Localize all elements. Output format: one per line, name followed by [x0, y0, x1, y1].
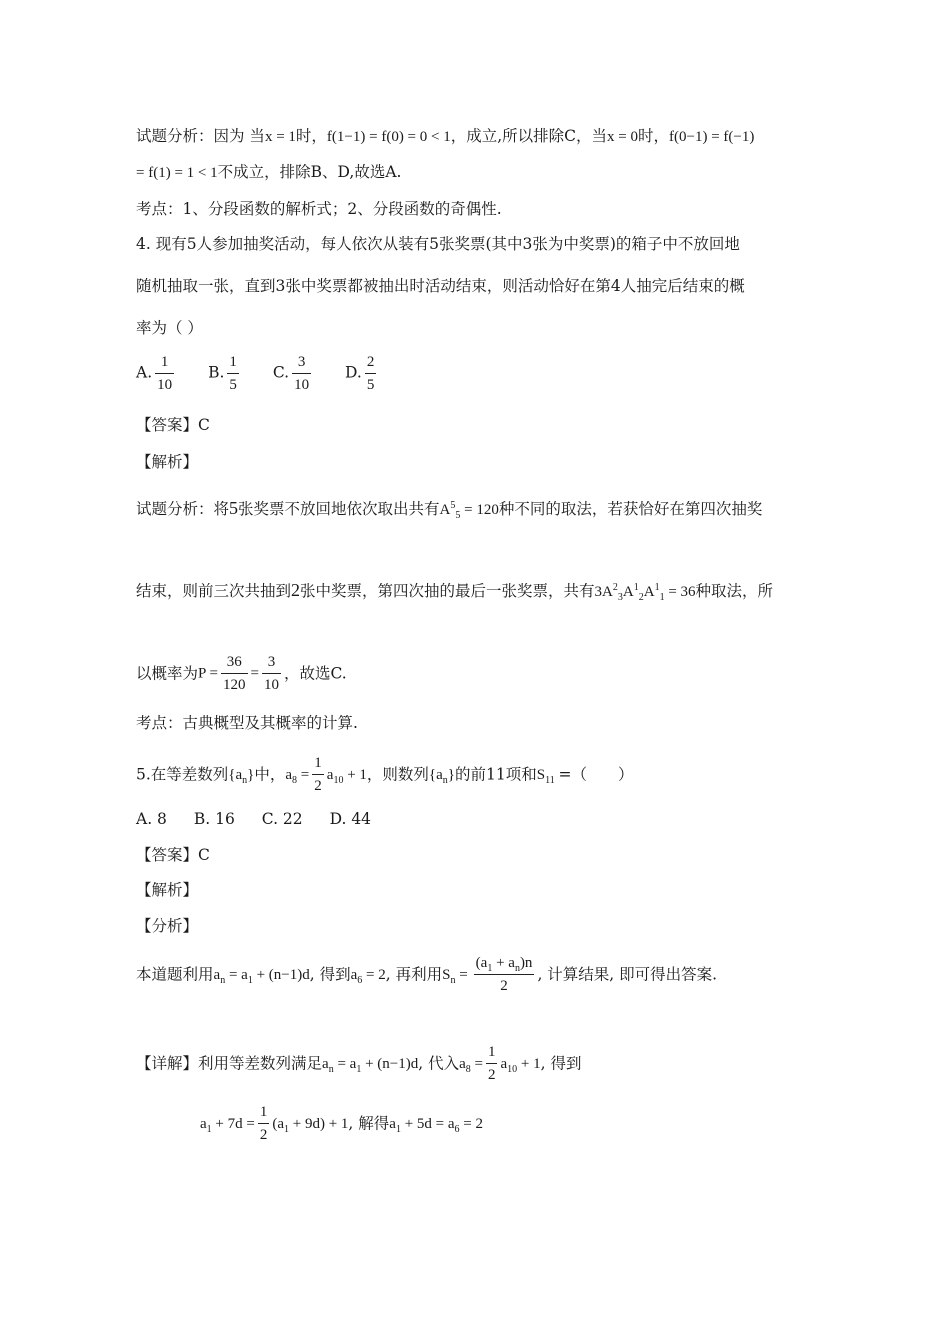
math: x = 0	[607, 129, 638, 145]
q4-jiexi: 【解析】	[136, 453, 199, 471]
q4-answer: 【答案】C	[136, 416, 210, 434]
q4-line-3: 率为（ ）	[136, 319, 203, 337]
q5-fenxi-body: 本道题利用$a_n = a_1 + (n-1)d$, 得到$a_6 = 2$, 再利用$S_n$ = $\frac{(a_1 + a_n)n}{2}$ , 计算结果, 即可得出答案.	[136, 955, 718, 994]
q4-option-b: B. $\frac{1}{5}$	[208, 354, 237, 393]
text: 时，	[638, 127, 670, 145]
q5-option-a: A. 8	[136, 810, 167, 828]
q5-stem: 5.在等差数列$\{a_n\}$中，$a_8$ = $\frac{1}{2}$ $a_{10} + 1$，则数列$\{a_n\}$的前11项和$S_{11}$ =（ ）	[136, 755, 634, 794]
q4-analysis-3: 以概率为P = $\frac{36}{120}$ = $\frac{3}{10}$ ，故选C.	[136, 654, 347, 693]
q4-analysis-2: 结束，则前三次共抽到2张中奖票，第四次抽的最后一张奖票，共有$3A^2_3A^1_2A^1_1 = 36$种取法，所	[136, 580, 774, 603]
text: 试题分析：因为 当	[136, 127, 265, 145]
q4-line-2: 随机抽取一张，直到3张中奖票都被抽出时活动结束，则活动恰好在第4人抽完后结束的概	[136, 277, 745, 295]
kaodian-2: 考点：古典概型及其概率的计算.	[136, 714, 358, 732]
q5-option-d: D. 44	[329, 810, 372, 828]
q4-option-d: D. $\frac{2}{5}$	[345, 354, 375, 393]
q5-option-b: B. 16	[193, 810, 235, 828]
math: f(1−1) = f(0) = 0 < 1	[326, 129, 451, 145]
q5-fenxi: 【分析】	[136, 917, 199, 935]
q5-xiangjie-1: 【详解】利用等差数列满足$a_n = a_1 + (n-1)d$, 代入$a_8$ = $\frac{1}{2}$ $a_{10} + 1$, 得到	[136, 1044, 582, 1083]
analysis-line-2	[136, 162, 401, 183]
math: x = 1	[264, 129, 296, 145]
text: 不成立，排除B、D,故选A.	[217, 163, 402, 181]
q4-option-a: A. $\frac{1}{10}$	[136, 354, 173, 393]
math: = f(1) = 1 < 1	[136, 165, 218, 181]
kaodian-1: 考点：1、分段函数的解析式；2、分段函数的奇偶性.	[136, 200, 502, 218]
q4-option-c: C. $\frac{3}{10}$	[272, 354, 310, 393]
q5-jiexi: 【解析】	[136, 881, 199, 899]
q5-options	[136, 809, 397, 829]
q4-line-1: 4. 现有5人参加抽奖活动，每人依次从装有5张奖票(其中3张为中奖票)的箱子中不放回地	[136, 235, 740, 253]
math: f(0−1) = f(−1)	[669, 129, 755, 145]
analysis-line-1	[136, 126, 754, 147]
q5-answer: 【答案】C	[136, 846, 210, 864]
q5-xiangjie-2: $a_1 + 7d$ = $\frac{1}{2}$ $(a_1 + 9d) + 1$, 解得$a_1 + 5d = a_6 = 2$	[200, 1104, 483, 1143]
q4-analysis-1: 试题分析：将5张奖票不放回地依次取出共有$A^5_5 = 120$种不同的取法，若获恰好在第四次抽奖	[136, 498, 763, 521]
text: 时，	[295, 127, 327, 145]
q4-options	[136, 352, 405, 395]
text: ，成立,所以排除C，当	[450, 127, 608, 145]
q5-option-c: C. 22	[261, 810, 303, 828]
